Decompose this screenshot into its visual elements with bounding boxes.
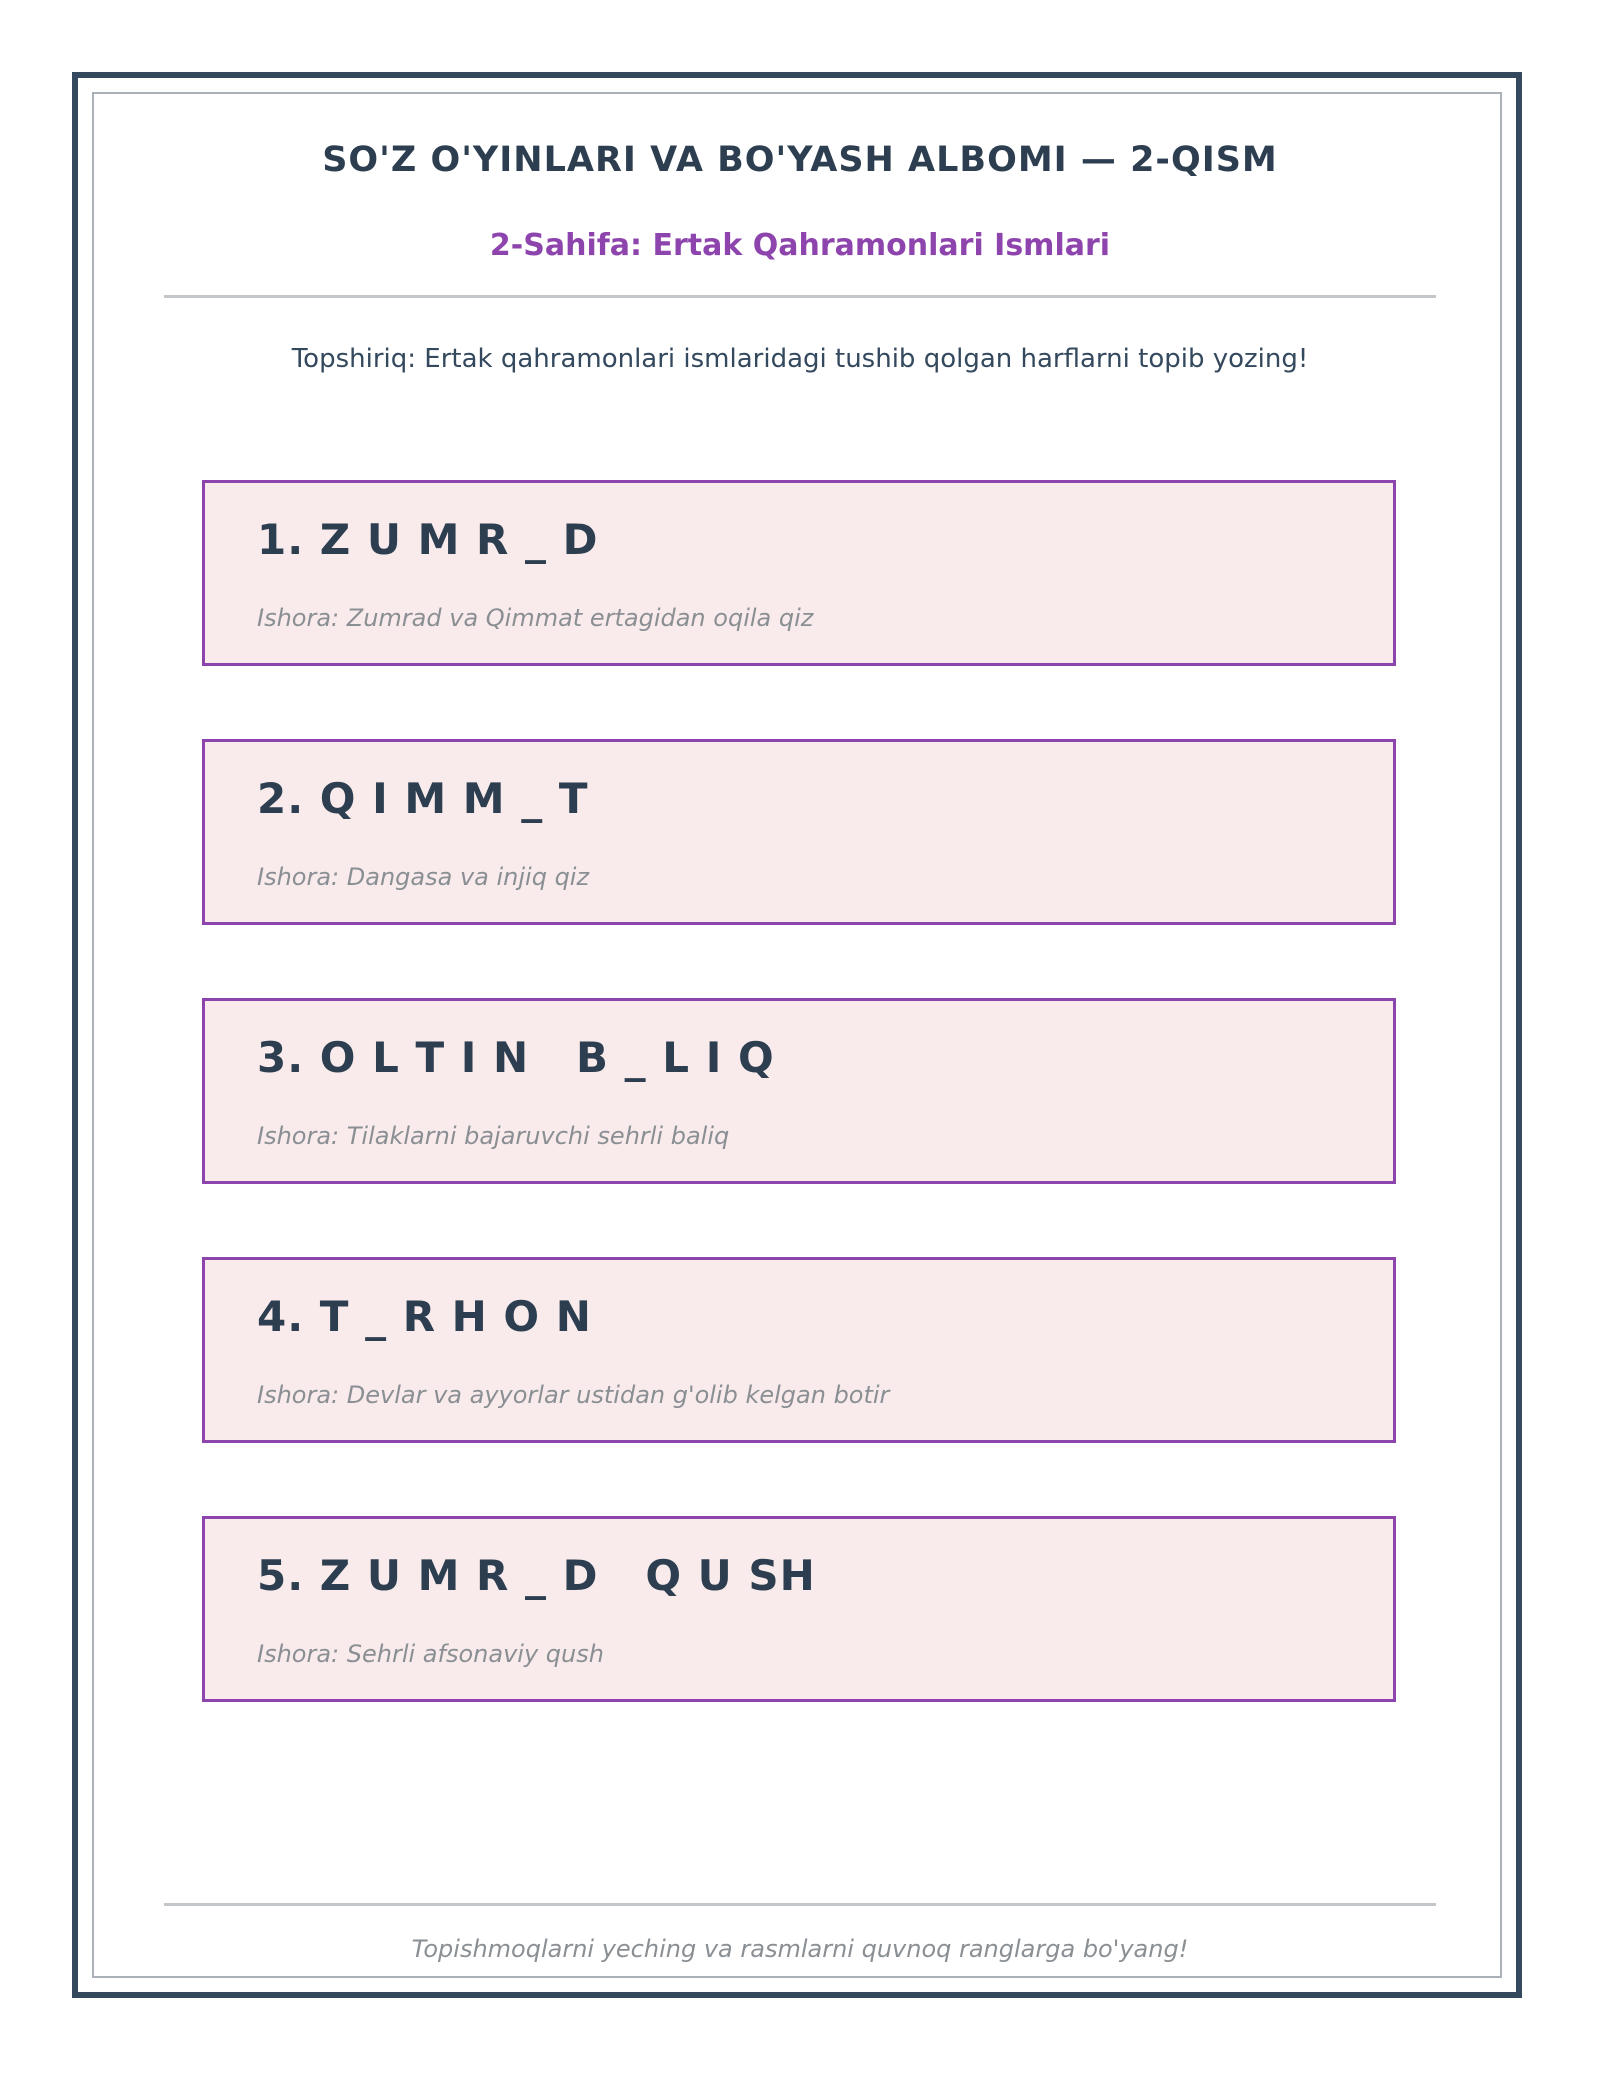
puzzle-card <box>202 1257 1396 1443</box>
puzzle-word: 2. Q I M M _ T <box>257 774 589 823</box>
footer-text: Topishmoqlarni yeching va rasmlarni quvnoq ranglarga bo'yang! <box>411 1935 1189 1963</box>
puzzle-card <box>202 1516 1396 1702</box>
puzzle-hint: Ishora: Sehrli afsonaviy qush <box>257 1640 604 1668</box>
puzzle-word: 4. T _ R H O N <box>257 1292 592 1341</box>
puzzle-hint: Ishora: Devlar va ayyorlar ustidan g'olib kelgan botir <box>257 1381 890 1409</box>
page-subtitle: 2-Sahifa: Ertak Qahramonlari Ismlari <box>489 228 1111 263</box>
puzzle-word: 5. Z U M R _ D Q U SH <box>257 1551 816 1600</box>
task-instruction: Topshiriq: Ertak qahramonlari ismlaridagi tushib qolgan harflarni topib yozing! <box>291 344 1309 374</box>
page-title: SO'Z O'YINLARI VA BO'YASH ALBOMI — 2-QISM <box>322 140 1278 180</box>
puzzle-hint: Ishora: Tilaklarni bajaruvchi sehrli baliq <box>257 1122 730 1150</box>
puzzle-hint: Ishora: Zumrad va Qimmat ertagidan oqila qiz <box>257 604 814 632</box>
footer-divider <box>164 1903 1436 1906</box>
header-divider <box>164 295 1436 298</box>
puzzle-card <box>202 739 1396 925</box>
puzzle-hint: Ishora: Dangasa va injiq qiz <box>257 863 590 891</box>
puzzle-word: 1. Z U M R _ D <box>257 515 599 564</box>
puzzle-card <box>202 998 1396 1184</box>
puzzle-card <box>202 480 1396 666</box>
puzzle-word: 3. O L T I N B _ L I Q <box>257 1033 775 1082</box>
